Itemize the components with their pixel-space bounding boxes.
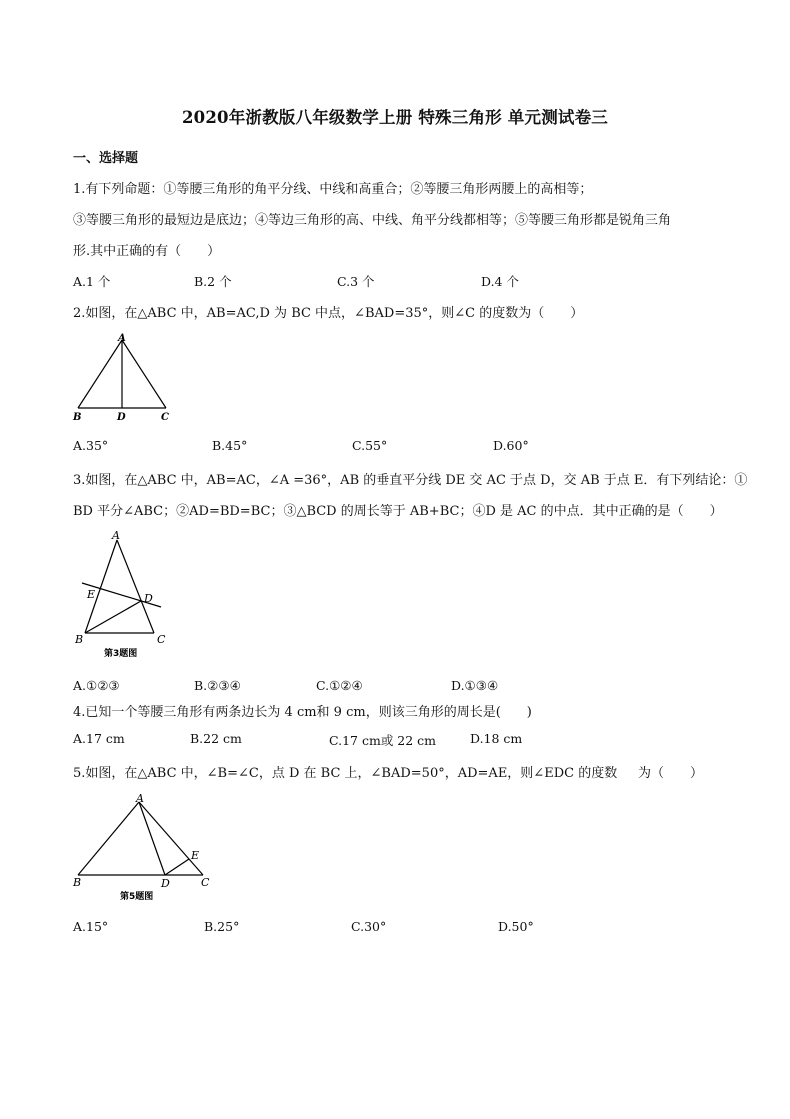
q2-option-b: B.45°	[212, 438, 248, 453]
section-heading: 一、选择题	[73, 151, 139, 166]
q3-label-e: E	[87, 588, 96, 601]
q1-option-a: A.1 个	[73, 274, 111, 289]
q2-label-a: A	[118, 333, 126, 344]
q2-text-line1: 2.如图，在△ABC 中，AB=AC,D 为 BC 中点，∠BAD=35°，则∠C 的度数为（ ）	[73, 306, 584, 321]
q2-label-c: C	[161, 412, 169, 423]
q1-text-line3: 形.其中正确的有（ ）	[73, 244, 221, 259]
q5-option-a: A.15°	[73, 919, 109, 934]
q5-option-b: B.25°	[204, 919, 240, 934]
q3-side-ac	[117, 540, 154, 633]
q2-figure	[68, 330, 188, 425]
q5-label-b: B	[73, 876, 82, 889]
page-title: 2020年浙教版八年级数学上册 特殊三角形 单元测试卷三	[181, 108, 608, 127]
q1-option-b: B.2 个	[194, 274, 232, 289]
q3-option-c: C.①②④	[316, 678, 363, 693]
q4-option-a: A.17 cm	[73, 731, 125, 746]
q5-segment-de	[165, 859, 189, 875]
q5-option-c: C.30°	[351, 919, 387, 934]
q5-label-c: C	[201, 876, 210, 889]
q2-option-c: C.55°	[352, 438, 388, 453]
q3-option-b: B.②③④	[194, 678, 241, 693]
q5-label-d: D	[161, 877, 170, 890]
q5-side-ab	[78, 802, 139, 875]
q4-text-line1: 4.已知一个等腰三角形有两条边长为 4 cm和 9 cm，则该三角形的周长是( )	[73, 705, 532, 720]
q5-side-ac	[139, 802, 203, 875]
q3-option-d: D.①③④	[451, 678, 499, 693]
q3-figure-caption: 第3题图	[104, 649, 138, 659]
q2-side-ab	[78, 340, 122, 408]
q3-text-line2: BD 平分∠ABC；②AD=BD=BC；③△BCD 的周长等于 AB+BC；④D 是 AC 的中点．其中正确的是（ ）	[73, 504, 723, 519]
q3-option-a: A.①②③	[73, 678, 120, 693]
q2-side-ac	[122, 340, 166, 408]
q3-text-line1: 3.如图，在△ABC 中，AB=AC，∠A =36°，AB 的垂直平分线 DE 交 AC 于点 D，交 AB 于点 E．有下列结论：①	[73, 473, 748, 488]
q3-figure	[68, 528, 178, 663]
q5-option-d: D.50°	[498, 919, 534, 934]
q5-text-line1: 5.如图，在△ABC 中，∠B=∠C，点 D 在 BC 上，∠BAD=50°，AD=AE，则∠EDC 的度数	[73, 766, 618, 781]
q3-side-ab	[85, 540, 117, 633]
q4-option-b: B.22 cm	[190, 731, 242, 746]
q5-segment-ad	[139, 802, 165, 875]
q2-option-a: A.35°	[73, 438, 109, 453]
q1-text-line2: ③等腰三角形的最短边是底边；④等边三角形的高、中线、角平分线都相等；⑤等腰三角形都是锐角三角	[73, 213, 672, 228]
q5-label-e: E	[191, 849, 200, 862]
q2-label-d: D	[117, 412, 126, 423]
q3-segment-bd	[85, 601, 141, 633]
q5-figure	[70, 792, 220, 907]
q4-option-d: D.18 cm	[470, 731, 523, 746]
q5-figure-caption: 第5题图	[120, 892, 154, 902]
q1-text-line1: 1.有下列命题：①等腰三角形的角平分线、中线和高重合；②等腰三角形两腰上的高相等；	[73, 182, 593, 197]
q3-label-c: C	[157, 633, 166, 646]
q2-label-b: B	[73, 412, 82, 423]
q3-label-a: A	[112, 529, 120, 542]
q3-label-d: D	[144, 592, 153, 605]
q3-label-b: B	[75, 633, 84, 646]
q1-option-d: D.4 个	[481, 274, 519, 289]
q5-text-line1-tail: 为（ ）	[638, 766, 704, 781]
q1-option-c: C.3 个	[337, 274, 375, 289]
q4-option-c: C.17 cm或 22 cm	[329, 733, 437, 748]
q5-label-a: A	[136, 792, 144, 805]
q2-option-d: D.60°	[493, 438, 529, 453]
